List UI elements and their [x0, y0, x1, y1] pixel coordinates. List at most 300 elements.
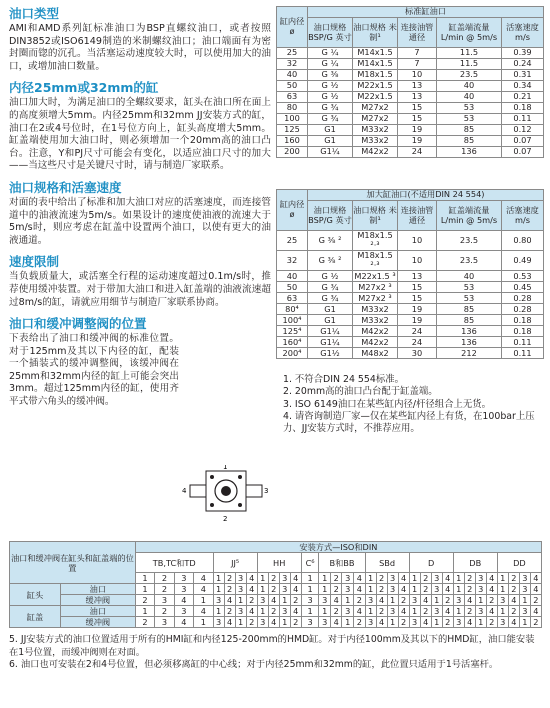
position-value: 4: [268, 595, 279, 606]
std-cell: M27x2: [353, 103, 398, 114]
port-speed-title: 油口规格和活塞速度: [9, 179, 122, 195]
std-cell: M27x2: [353, 114, 398, 125]
position-value: 2: [155, 584, 174, 595]
position-value: 3: [497, 595, 508, 606]
std-cell: G ½: [308, 92, 353, 103]
position-value: 1: [279, 617, 290, 628]
position-value: 4: [464, 617, 475, 628]
ovr-cell: 160⁴: [277, 337, 308, 348]
position-number: 2: [268, 573, 279, 584]
position-value: 3: [431, 606, 442, 617]
position-number: 2: [376, 573, 387, 584]
position-value: 4: [194, 584, 213, 595]
std-cell: G ¾: [308, 103, 353, 114]
position-value: 1: [257, 606, 268, 617]
ovr-cell: M48x2: [353, 348, 398, 359]
cushion-text: 下表给出了油口和缓冲阀的标准位置。对于125mm及其以下内径的缸，配装一个插装式的缓冲调整阀，该缓冲阀在25mm和32mm内径的缸上可能会突出3mm。超过125mm内径的缸，使用齐平式带六角头的缓冲阀。: [9, 333, 179, 408]
position-value: 4: [376, 617, 387, 628]
position-value: 3: [409, 617, 420, 628]
std-cell: 0.07: [502, 147, 544, 158]
position-value: 1: [257, 584, 268, 595]
std-cell: 10: [398, 70, 437, 81]
ovr-cell: 136: [437, 337, 502, 348]
position-number: 1: [365, 573, 376, 584]
ovr-cell: 0.11: [502, 337, 544, 348]
position-value: 3: [342, 584, 354, 595]
position-number: 2: [224, 573, 235, 584]
mount-type-header: B和BB: [319, 553, 365, 573]
position-value: 4: [174, 617, 193, 628]
std-cell: M14x1.5: [353, 48, 398, 59]
position-number: 4: [530, 573, 541, 584]
position-value: 4: [174, 595, 193, 606]
position-value: 2: [464, 606, 475, 617]
ovr-cell: 32: [277, 251, 308, 271]
ovr-cell: 200⁴: [277, 348, 308, 359]
position-value: 3: [342, 606, 354, 617]
ovr-cell: M33x2: [353, 315, 398, 326]
position-value: 4: [508, 595, 519, 606]
diagram-label-1: 1: [223, 465, 228, 471]
std-cell: 0.24: [502, 59, 544, 70]
ovr-cell: G ⅜ ²: [308, 231, 353, 251]
ovr-cell: 10: [398, 231, 437, 251]
position-value: 1: [453, 606, 464, 617]
ovr-cell: 13: [398, 271, 437, 282]
position-number: 2: [420, 573, 431, 584]
std-cell: M33x2: [353, 136, 398, 147]
std-cell: 0.34: [502, 81, 544, 92]
ovr-cell: 0.18: [502, 315, 544, 326]
std-cell: 15: [398, 114, 437, 125]
position-value: 2: [290, 617, 301, 628]
position-value: 1: [409, 584, 420, 595]
ovr-cell: 63: [277, 293, 308, 304]
std-row: [277, 48, 544, 59]
position-number: 3: [235, 573, 246, 584]
position-number: 1: [135, 573, 154, 584]
position-number: 3: [387, 573, 398, 584]
std-cell: M22x1.5: [353, 81, 398, 92]
position-value: 4: [354, 606, 366, 617]
position-value: 3: [319, 617, 331, 628]
position-value: 2: [290, 595, 301, 606]
ovr-h2: 油口规格 米制¹: [353, 201, 398, 231]
std-h4: 缸盖端流量 L/min @ 5m/s: [437, 18, 502, 48]
std-cell: 0.31: [502, 70, 544, 81]
ovr-cell: 10: [398, 251, 437, 271]
ovr-h0: 缸内径 ø: [277, 190, 308, 231]
std-cell: 0.21: [502, 92, 544, 103]
mount-type-header: DB: [453, 553, 497, 573]
position-value: 4: [268, 617, 279, 628]
oversize-port-table: [276, 189, 544, 359]
std-cell: 85: [437, 136, 502, 147]
ovr-row: [277, 337, 544, 348]
position-value: 1: [342, 595, 354, 606]
ovr-cell: 24: [398, 337, 437, 348]
cap-label: 缸盖: [10, 606, 61, 628]
ovr-row: [277, 251, 544, 271]
position-value: 2: [530, 595, 541, 606]
position-number: 1: [257, 573, 268, 584]
std-cell: 80: [277, 103, 308, 114]
position-number: 3: [519, 573, 530, 584]
std-cell: 125: [277, 125, 308, 136]
std-cell: 40: [437, 92, 502, 103]
ovr-cell: 85: [437, 304, 502, 315]
std-row: [277, 59, 544, 70]
std-cell: 25: [277, 48, 308, 59]
ovr-cell: 0.28: [502, 304, 544, 315]
position-value: 1: [387, 595, 398, 606]
position-value: 1: [365, 606, 376, 617]
std-h2: 油口规格 米制¹: [353, 18, 398, 48]
position-value: 1: [194, 595, 213, 606]
position-value: 1: [431, 595, 442, 606]
ovr-cell: 23.5: [437, 231, 502, 251]
position-value: 1: [519, 617, 530, 628]
speed-limit-title: 速度限制: [9, 254, 60, 270]
position-number: 3: [431, 573, 442, 584]
position-value: 2: [398, 595, 409, 606]
std-cell: 7: [398, 59, 437, 70]
ovr-cell: G ½: [308, 271, 353, 282]
position-value: 4: [420, 617, 431, 628]
footnote-6: 6. 油口也可安装在2和4号位置，但必须移离缸的中心线；对于内径25mm和32mm的缸，此位置只适用于1号活塞杆。: [9, 659, 499, 671]
std-cell: G1¼: [308, 147, 353, 158]
std-cell: 23.5: [437, 70, 502, 81]
position-number: 4: [290, 573, 301, 584]
position-value: 2: [354, 617, 366, 628]
pos-mount-header: 安装方式—ISO和DIN: [135, 542, 541, 553]
ovr-cell: G ¾: [308, 293, 353, 304]
position-value: 2: [268, 584, 279, 595]
position-value: 4: [290, 606, 301, 617]
position-value: 4: [398, 584, 409, 595]
position-value: 1: [387, 617, 398, 628]
footnote-5: 5. JJ安装方式的油口位置适用于所有的HMI缸和内径125-200mm的HMD缸。对于内径100mm及其以下的HMD缸，油口能安装在1号位置，而缓冲阀则在对面。: [9, 634, 535, 658]
ovr-h5: 活塞速度 m/s: [502, 201, 544, 231]
ovr-cell: 85: [437, 315, 502, 326]
position-value: 4: [194, 606, 213, 617]
ovr-cell: 30: [398, 348, 437, 359]
position-value: 1: [342, 617, 354, 628]
position-value: 1: [301, 584, 319, 595]
std-cell: M33x2: [353, 125, 398, 136]
position-value: 3: [301, 595, 319, 606]
std-cell: 40: [277, 70, 308, 81]
std-cell: 40: [437, 81, 502, 92]
std-cell: 160: [277, 136, 308, 147]
standard-port-table: [276, 6, 544, 158]
position-value: 1: [453, 584, 464, 595]
position-value: 1: [213, 606, 224, 617]
std-row: [277, 81, 544, 92]
ovr-h4: 缸盖端流量 L/min @ 5m/s: [437, 201, 502, 231]
ovr-cell: G ⅜ ²: [308, 251, 353, 271]
diagram-label-4: 4: [182, 487, 187, 495]
ovr-h1: 油口规格 BSP/G 英寸: [308, 201, 353, 231]
position-value: 2: [442, 595, 453, 606]
position-value: 1: [365, 584, 376, 595]
position-value: 1: [519, 595, 530, 606]
position-value: 3: [431, 584, 442, 595]
std-cell: 13: [398, 92, 437, 103]
position-number: 4: [442, 573, 453, 584]
position-value: 4: [442, 606, 453, 617]
position-value: 3: [365, 595, 376, 606]
position-number: 2: [155, 573, 174, 584]
position-value: 3: [387, 584, 398, 595]
position-value: 1: [135, 606, 154, 617]
std-cell: 50: [277, 81, 308, 92]
position-number: 4: [354, 573, 366, 584]
position-value: 2: [508, 584, 519, 595]
position-value: 3: [235, 584, 246, 595]
position-value: 1: [319, 606, 331, 617]
cap-valve-label: 缓冲阀: [60, 617, 135, 628]
note-2: 2. 20mm高的油口凸台配于缸盖端。: [283, 386, 438, 398]
position-value: 2: [420, 584, 431, 595]
ovr-cell: 15: [398, 293, 437, 304]
position-value: 2: [224, 584, 235, 595]
std-cell: 32: [277, 59, 308, 70]
std-cell: G ¼: [308, 59, 353, 70]
std-cell: 15: [398, 103, 437, 114]
ovr-cell: M22x1.5 ³: [354, 270, 396, 281]
ovr-cell: G1: [308, 304, 353, 315]
position-value: 3: [453, 595, 464, 606]
position-number: 2: [330, 573, 342, 584]
position-value: 3: [301, 617, 319, 628]
std-cell: 19: [398, 125, 437, 136]
ovr-cell: 212: [437, 348, 502, 359]
position-value: 3: [387, 606, 398, 617]
position-number: 1: [319, 573, 331, 584]
footnotes: [9, 634, 542, 672]
diagram-label-3: 3: [264, 487, 269, 495]
position-value: 2: [330, 606, 342, 617]
position-value: 4: [486, 584, 497, 595]
position-value: 1: [194, 617, 213, 628]
ovr-cell: 15: [398, 282, 437, 293]
ovr-row: [277, 348, 544, 359]
ovr-cell: M42x2: [353, 337, 398, 348]
position-value: 3: [279, 606, 290, 617]
ovr-cell: M18x1.5 ²·³: [353, 251, 398, 271]
std-cell: G ⅜: [308, 70, 353, 81]
head-label: 缸头: [10, 584, 61, 606]
ovr-cell: 53: [437, 282, 502, 293]
position-value: 3: [475, 606, 486, 617]
std-cell: 63: [277, 92, 308, 103]
std-row: [277, 125, 544, 136]
std-cell: 0.18: [502, 103, 544, 114]
ovr-row: [277, 304, 544, 315]
position-value: 1: [431, 617, 442, 628]
ovr-cell: M33x2: [353, 304, 398, 315]
position-number: 4: [398, 573, 409, 584]
position-value: 2: [135, 617, 154, 628]
std-row: [277, 136, 544, 147]
position-number: 4: [246, 573, 257, 584]
ovr-cell: 136: [437, 326, 502, 337]
position-value: 3: [519, 606, 530, 617]
position-value: 4: [508, 617, 519, 628]
std-h5: 活塞速度 m/s: [502, 18, 544, 48]
position-value: 1: [409, 606, 420, 617]
std-cell: M22x1.5: [353, 92, 398, 103]
port-speed-text: 对面的表中给出了标准和加大油口对应的活塞速度，而连接管道中的油液流速为5m/s。如果设计的速度使油液的流速大于5m/s时，则应考虑在缸盖中设置两个油口，以使有更大的油液通道。: [9, 196, 271, 246]
ovr-cell: G1¼: [308, 326, 353, 337]
position-value: 3: [365, 617, 376, 628]
position-value: 3: [497, 617, 508, 628]
ovr-cell: G1½: [308, 348, 353, 359]
position-value: 4: [398, 606, 409, 617]
position-value: 1: [235, 617, 246, 628]
position-value: 4: [224, 617, 235, 628]
position-value: 2: [420, 606, 431, 617]
position-value: 3: [174, 584, 193, 595]
ovr-cell: 0.18: [502, 326, 544, 337]
position-value: 4: [530, 584, 541, 595]
std-cell: 7: [398, 48, 437, 59]
position-number: 1: [409, 573, 420, 584]
position-number: 4: [486, 573, 497, 584]
position-value: 4: [330, 617, 342, 628]
cap-port-label: 油口: [60, 606, 135, 617]
standard-table-body: [277, 48, 544, 158]
ovr-cell: 40: [437, 271, 502, 282]
ovr-cell: 0.53: [502, 271, 544, 282]
position-value: 2: [508, 606, 519, 617]
ovr-row: [277, 326, 544, 337]
std-cell: 53: [437, 114, 502, 125]
position-value: 2: [486, 617, 497, 628]
std-cell: 11.5: [437, 59, 502, 70]
position-number: 3: [174, 573, 193, 584]
position-value: 1: [213, 584, 224, 595]
std-row: [277, 147, 544, 158]
position-value: 1: [301, 606, 319, 617]
ovr-cell: 125⁴: [277, 326, 308, 337]
position-value: 3: [257, 617, 268, 628]
mount-type-header: C⁶: [301, 553, 319, 573]
position-value: 2: [376, 584, 387, 595]
port-type-title: 油口类型: [9, 6, 60, 21]
position-value: 2: [155, 606, 174, 617]
position-value: 2: [135, 595, 154, 606]
head-valve-label: 缓冲阀: [60, 595, 135, 606]
diagram-label-2: 2: [223, 515, 228, 523]
position-value: 2: [376, 606, 387, 617]
position-value: 2: [246, 617, 257, 628]
ovr-row: [277, 282, 544, 293]
std-cell: 200: [277, 147, 308, 158]
std-cell: 53: [437, 103, 502, 114]
ovr-cell: 100⁴: [277, 315, 308, 326]
ovr-cell: M42x2: [353, 326, 398, 337]
position-value: 2: [354, 595, 366, 606]
ovr-cell: M27x2 ³: [353, 293, 398, 304]
position-value: 3: [213, 617, 224, 628]
position-value: 2: [486, 595, 497, 606]
position-value: 4: [354, 584, 366, 595]
position-value: 4: [246, 584, 257, 595]
cushion-title: 油口和缓冲调整阀的位置: [9, 316, 147, 332]
note-3: 3. ISO 6149油口在某些缸内径/杆径组合上无货。: [283, 398, 492, 410]
position-value: 3: [155, 595, 174, 606]
ovr-cell: 50: [277, 282, 308, 293]
ovr-cell: G ¾: [308, 282, 353, 293]
ovr-cell: 25: [277, 231, 308, 251]
position-table: [9, 541, 542, 628]
position-value: 3: [409, 595, 420, 606]
position-value: 1: [497, 584, 508, 595]
ovr-cell: 19: [398, 304, 437, 315]
std-cell: 0.39: [502, 48, 544, 59]
position-value: 3: [235, 606, 246, 617]
ovr-cell: G1: [308, 315, 353, 326]
ovr-cell: M27x2 ³: [353, 282, 398, 293]
position-value: 2: [530, 617, 541, 628]
bore-25-32-title: 内径25mm或32mm的缸: [9, 80, 159, 96]
position-value: 2: [398, 617, 409, 628]
std-cell: G ½: [308, 81, 353, 92]
port-type-text: AMI和AMD系列缸标准油口为BSP直螺纹油口，或者按照DIN3852或ISO6149制造的米制螺纹油口；油口端面有为密封圈而锪的沉孔。当活塞运动速度较大时，可以使用加大的油口，或增加油口数量。: [9, 23, 271, 72]
position-value: 3: [475, 584, 486, 595]
position-number: 1: [497, 573, 508, 584]
ovr-h3: 连接油管通径: [398, 201, 437, 231]
position-value: 4: [376, 595, 387, 606]
position-value: 3: [213, 595, 224, 606]
position-value: 4: [330, 595, 342, 606]
mount-type-header: HH: [257, 553, 301, 573]
oversize-table-body: [277, 231, 544, 359]
ovr-cell: 24: [398, 326, 437, 337]
ovr-cell: 0.80: [502, 231, 544, 251]
ovr-cell: 0.49: [502, 251, 544, 271]
std-cell: 19: [398, 136, 437, 147]
position-value: 4: [464, 595, 475, 606]
position-value: 3: [319, 595, 331, 606]
position-number: 3: [475, 573, 486, 584]
position-value: 3: [174, 606, 193, 617]
position-number: 1: [301, 573, 319, 584]
std-cell: M42x2: [353, 147, 398, 158]
mount-type-header: D: [409, 553, 453, 573]
position-value: 4: [420, 595, 431, 606]
ovr-cell: M18x1.5 ²·³: [353, 231, 398, 251]
left-column: [9, 6, 271, 416]
std-row: [277, 92, 544, 103]
ovr-cell: 0.11: [502, 348, 544, 359]
position-value: 3: [519, 584, 530, 595]
ovr-row: [277, 231, 544, 251]
std-h1: 油口规格 BSP/G 英寸: [308, 18, 353, 48]
ovr-cell: 53: [437, 293, 502, 304]
position-value: 4: [246, 606, 257, 617]
std-cell: 85: [437, 125, 502, 136]
std-row: [277, 103, 544, 114]
position-value: 4: [486, 606, 497, 617]
ovr-cell: 0.45: [502, 282, 544, 293]
position-value: 2: [268, 606, 279, 617]
mount-type-header: DD: [497, 553, 541, 573]
std-cell: 0.11: [502, 114, 544, 125]
std-cell: M14x1.5: [353, 59, 398, 70]
